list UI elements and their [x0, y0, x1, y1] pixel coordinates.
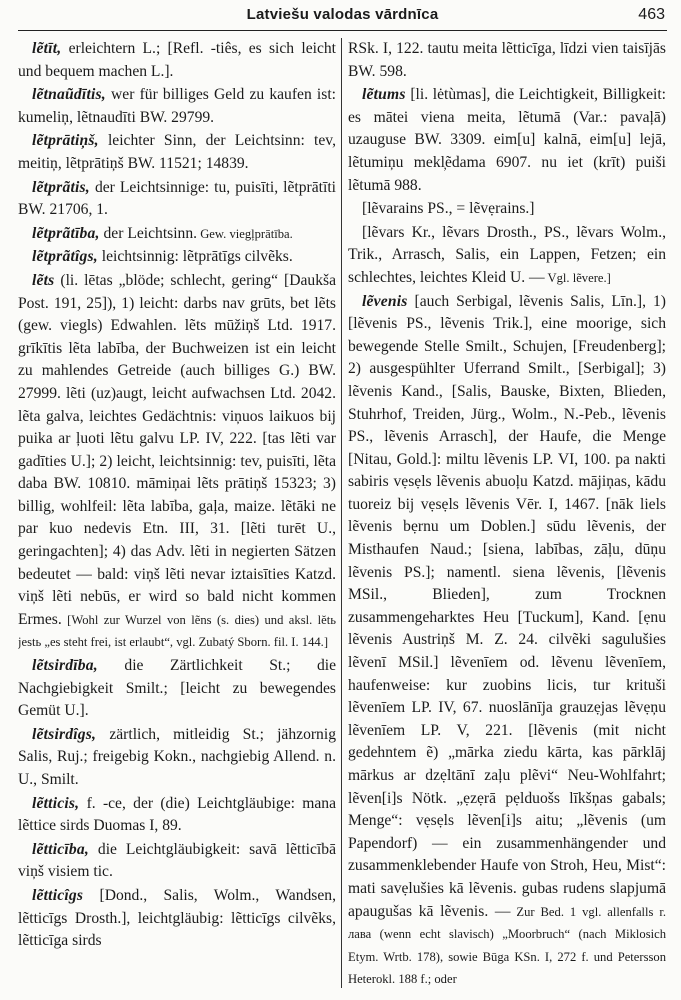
entry-text: der Leichtsinn. — [99, 224, 198, 242]
entry-text: RSk. I, 122. tautu meita lẽtticīga, līdzi vien taisījās BW. 598. — [348, 40, 666, 80]
entry-note: Zur Bed. 1 vgl. allenfalls r. лава (wenn echt slavisch) „Moorbruch“ (nach Miklosich Etym. Wrtb. 178), sowie Būga KSn. I, 272 f. und Petersson Heterokl. 188 f.; oder — [348, 904, 666, 987]
dictionary-entry — [18, 724, 336, 792]
entry-headword: lẽvenis — [362, 292, 408, 310]
page-number: 463 — [638, 6, 665, 23]
entry-text: leichtsinnig: lẽtprātīgs cilvẽks. — [97, 248, 293, 266]
left-column — [18, 38, 336, 998]
dictionary-entry — [348, 222, 666, 290]
dictionary-entry — [348, 84, 666, 197]
entry-text: die Zärtlichkeit St.; die Nachgiebigkeit Smilt.; [leicht zu bewegendes Gemüt U.]. — [18, 657, 336, 720]
entry-note: [Wohl zur Wurzel von lẽns (s. dies) und aksl. lĕtь jestь „es steht frei, ist erlaubt“, vgl. Zubatý Sborn. fil. I. 144.] — [18, 612, 336, 650]
entry-headword: lẽtprãtis, — [32, 178, 90, 196]
dictionary-entry — [18, 38, 336, 83]
entry-headword: lẽtprātiņš, — [32, 132, 99, 150]
entry-headword: lẽtprãtîgs, — [32, 248, 98, 266]
entry-text: [li. lėtùmas], die Leichtigkeit, Billigkeit: es mātei viena meita, lẽtumā (Var.: pavaļā) uzauguse BW. 3309. eim[u] kalnā, eim[u] lejā, lẽtumiņu mekl̦ẽdama 6907. nu iet (krīt) puiši lẽtumā 988. — [348, 86, 666, 194]
entry-headword: lẽtticis, — [32, 794, 80, 812]
running-title: Latviešu valodas vārdnīca — [246, 6, 439, 23]
dictionary-entry — [18, 839, 336, 884]
entry-note: Vgl. lẽvere.] — [544, 270, 611, 285]
entry-text: erleichtern L.; [Refl. -tiês, es sich leicht und bequem machen L.]. — [18, 40, 336, 80]
dictionary-entry — [18, 177, 336, 222]
entry-headword: lẽtprãtība, — [32, 224, 100, 242]
entry-text: [lẽvarains PS., = lẽvẹrains.] — [362, 200, 535, 218]
dictionary-entry — [18, 84, 336, 129]
dictionary-entry — [18, 246, 336, 269]
entry-headword: lẽts — [32, 271, 55, 289]
entry-headword: lẽtīt, — [32, 40, 62, 57]
entry-headword: lẽtticîgs — [32, 886, 84, 904]
entry-text: (li. lētas „blöde; schlecht, gering“ [Daukša Post. 191, 25]), 1) leicht: darbs nav grūts, bet lẽts (gew. viegls) Edwahlen. lẽts mūžiņš Ltd. 1917. grīkītis lẽta labība, der Buchweizen ist ein leicht zu mahlendes Getreide (auch billiges G.) BW. 27999. lẽti (uz)augt, leicht aufwachsen Ltd. 2042. lẽta galva, leichtes Gedächtnis: viņuos laikuos bij puika ar ļuoti lẽtu galvu LP. IV, 222. [tas lẽti var gadīties U.]; 2) leicht, leichtsinnig: tev, puisīti, lẽta daba BW. 10810. māmiņai lẽts prātiņš 15323; 3) billig, wohlfeil: lẽta labība, gaļa, maize. lẽtāki ne par kuo nedevis Etn. III, 31. [lẽti turēt U., geringachten]; 4) das Adv. lẽti in negierten Sätzen bedeutet — bald: viņš lẽti nevar iztaisīties Katzd. viņš lẽti nebūs, er wird so bald nicht kommen Ermes. — [18, 271, 336, 628]
entry-text: der Leichtsinnige: tu, puisīti, lẽtprātīti BW. 21706, 1. — [18, 178, 336, 219]
dictionary-entry — [348, 38, 666, 83]
entry-text: f. -ce, der (die) Leichtgläubige: mana lẽttice sirds Duomas I, 89. — [18, 794, 336, 835]
entry-text: die Leichtgläubigkeit: savā lẽtticībā viņš visiem tic. — [18, 840, 336, 881]
entry-text: [auch Serbigal, lẽvenis Salis, Līn.], 1) [lẽvenis PS., lẽvenis Trik.], eine moorige, sich bewegende Stelle Smilt., Schujen, [Freudenberg]; 2) ausgespühlter Uferrand Smilt., [Serbigal]; 3) lẽvenis Kand., [Salis, Bauske, Bixten, Blieden, Stuhrhof, Treiden, Jürg., Wolm., N.-Peb., lẽvenis PS., lẽvenis Arrasch], der Haufe, die Menge [Nitau, Gold.]: miltu lẽvenis LP. VI, 100. pa nakti sabiris vẹsẹls lẽvenis abuoļu Katzd. mājiņas, kādu tuoreiz bij vẹsẹls lẽvenis Vēr. I, 1467. [nāk liels lẽvenis bẹrnu um Doblen.] sūdu lẽvenis, der Misthaufen Naud.; [siena, labības, zāļu, dūņu lẽvenis PS.]; namentl. siena lẽvenis, [lẽvenis MSil., Blieden], zum Trocknen zusammengeharktes Heu [Tuckum], Kand. [ẹnu lẽvenis Austriņš M. Z. 24. cilvẽki sagulušies lẽvenī MSil.] lẽvenīem od. lẽvenu lẽvenīem, haufenweise: kur zuobins licis, tur krituši lẽvenīem LP. IV, 67. nuoslānīja grauzẹjas lẽvẹņu lẽvenīem LP. V, 221. [lẽvenis (mit nicht gedehntem ẽ) „mārka ziedu kārta, kas pārklāj mārkus ar dzẹltānī zaļu plẽvi“ Neu-Wohlfahrt; lẽven[i]s Nötk. „ẹzẹrā pẹlduošs līkšņas gabals; Menge“: vẹsẹls lẽven[i]s aitu; „lẽvenis (um Papendorf) — ein zusammenhängender und zusammenklebender Haufe von Stroh, Heu, Mist“: mati savẹlušies kā lẽvenis. gubas rudens slapjumā apaugušas kā lẽvenis. — — [348, 292, 666, 920]
page-header — [18, 4, 667, 31]
dictionary-entry — [18, 885, 336, 953]
entry-headword: lẽtnaũdītis, — [32, 86, 106, 104]
dictionary-entry — [348, 198, 666, 221]
dictionary-entry — [18, 655, 336, 723]
entry-headword: lẽtums — [362, 86, 406, 104]
entry-text: leichter Sinn, der Leichtsinn: tev, meitiņ, lẽtprātiņš BW. 11521; 14839. — [18, 132, 336, 172]
entry-text: wer für billiges Geld zu kaufen ist: kumeliņ, lẽtnaudīti BW. 29799. — [18, 86, 336, 126]
entry-text: zärtlich, mitleidig St.; jähzornig Salis, Ruj.; freigebig Kokn., nachgiebig Allend. n. U., Smilt. — [18, 725, 336, 788]
entry-headword: lẽtticība, — [32, 840, 89, 858]
entry-text: [Dond., Salis, Wolm., Wandsen, lẽtticīgs Drosth.], leichtgläubig: lẽtticīgs cilvẽks, lẽtticīga sirds — [18, 886, 336, 950]
entry-headword: lẽtsirdîgs, — [32, 725, 97, 743]
dictionary-entry — [18, 793, 336, 838]
column-divider — [341, 38, 342, 988]
dictionary-entry — [348, 291, 666, 991]
entry-headword: lẽtsirdība, — [32, 657, 98, 675]
dictionary-entry — [18, 270, 336, 654]
dictionary-entry — [18, 130, 336, 175]
right-column — [348, 38, 666, 998]
entry-note: Gew. viegļprātība. — [197, 226, 293, 241]
entry-text: [lẽvars Kr., lẽvars Drosth., PS., lẽvars Wolm., Trik., Arrasch, Salis, ein Lappen, Fetzen; ein schlechtes, leichtes Kleid U. — — [348, 223, 666, 286]
dictionary-entry — [18, 223, 336, 246]
